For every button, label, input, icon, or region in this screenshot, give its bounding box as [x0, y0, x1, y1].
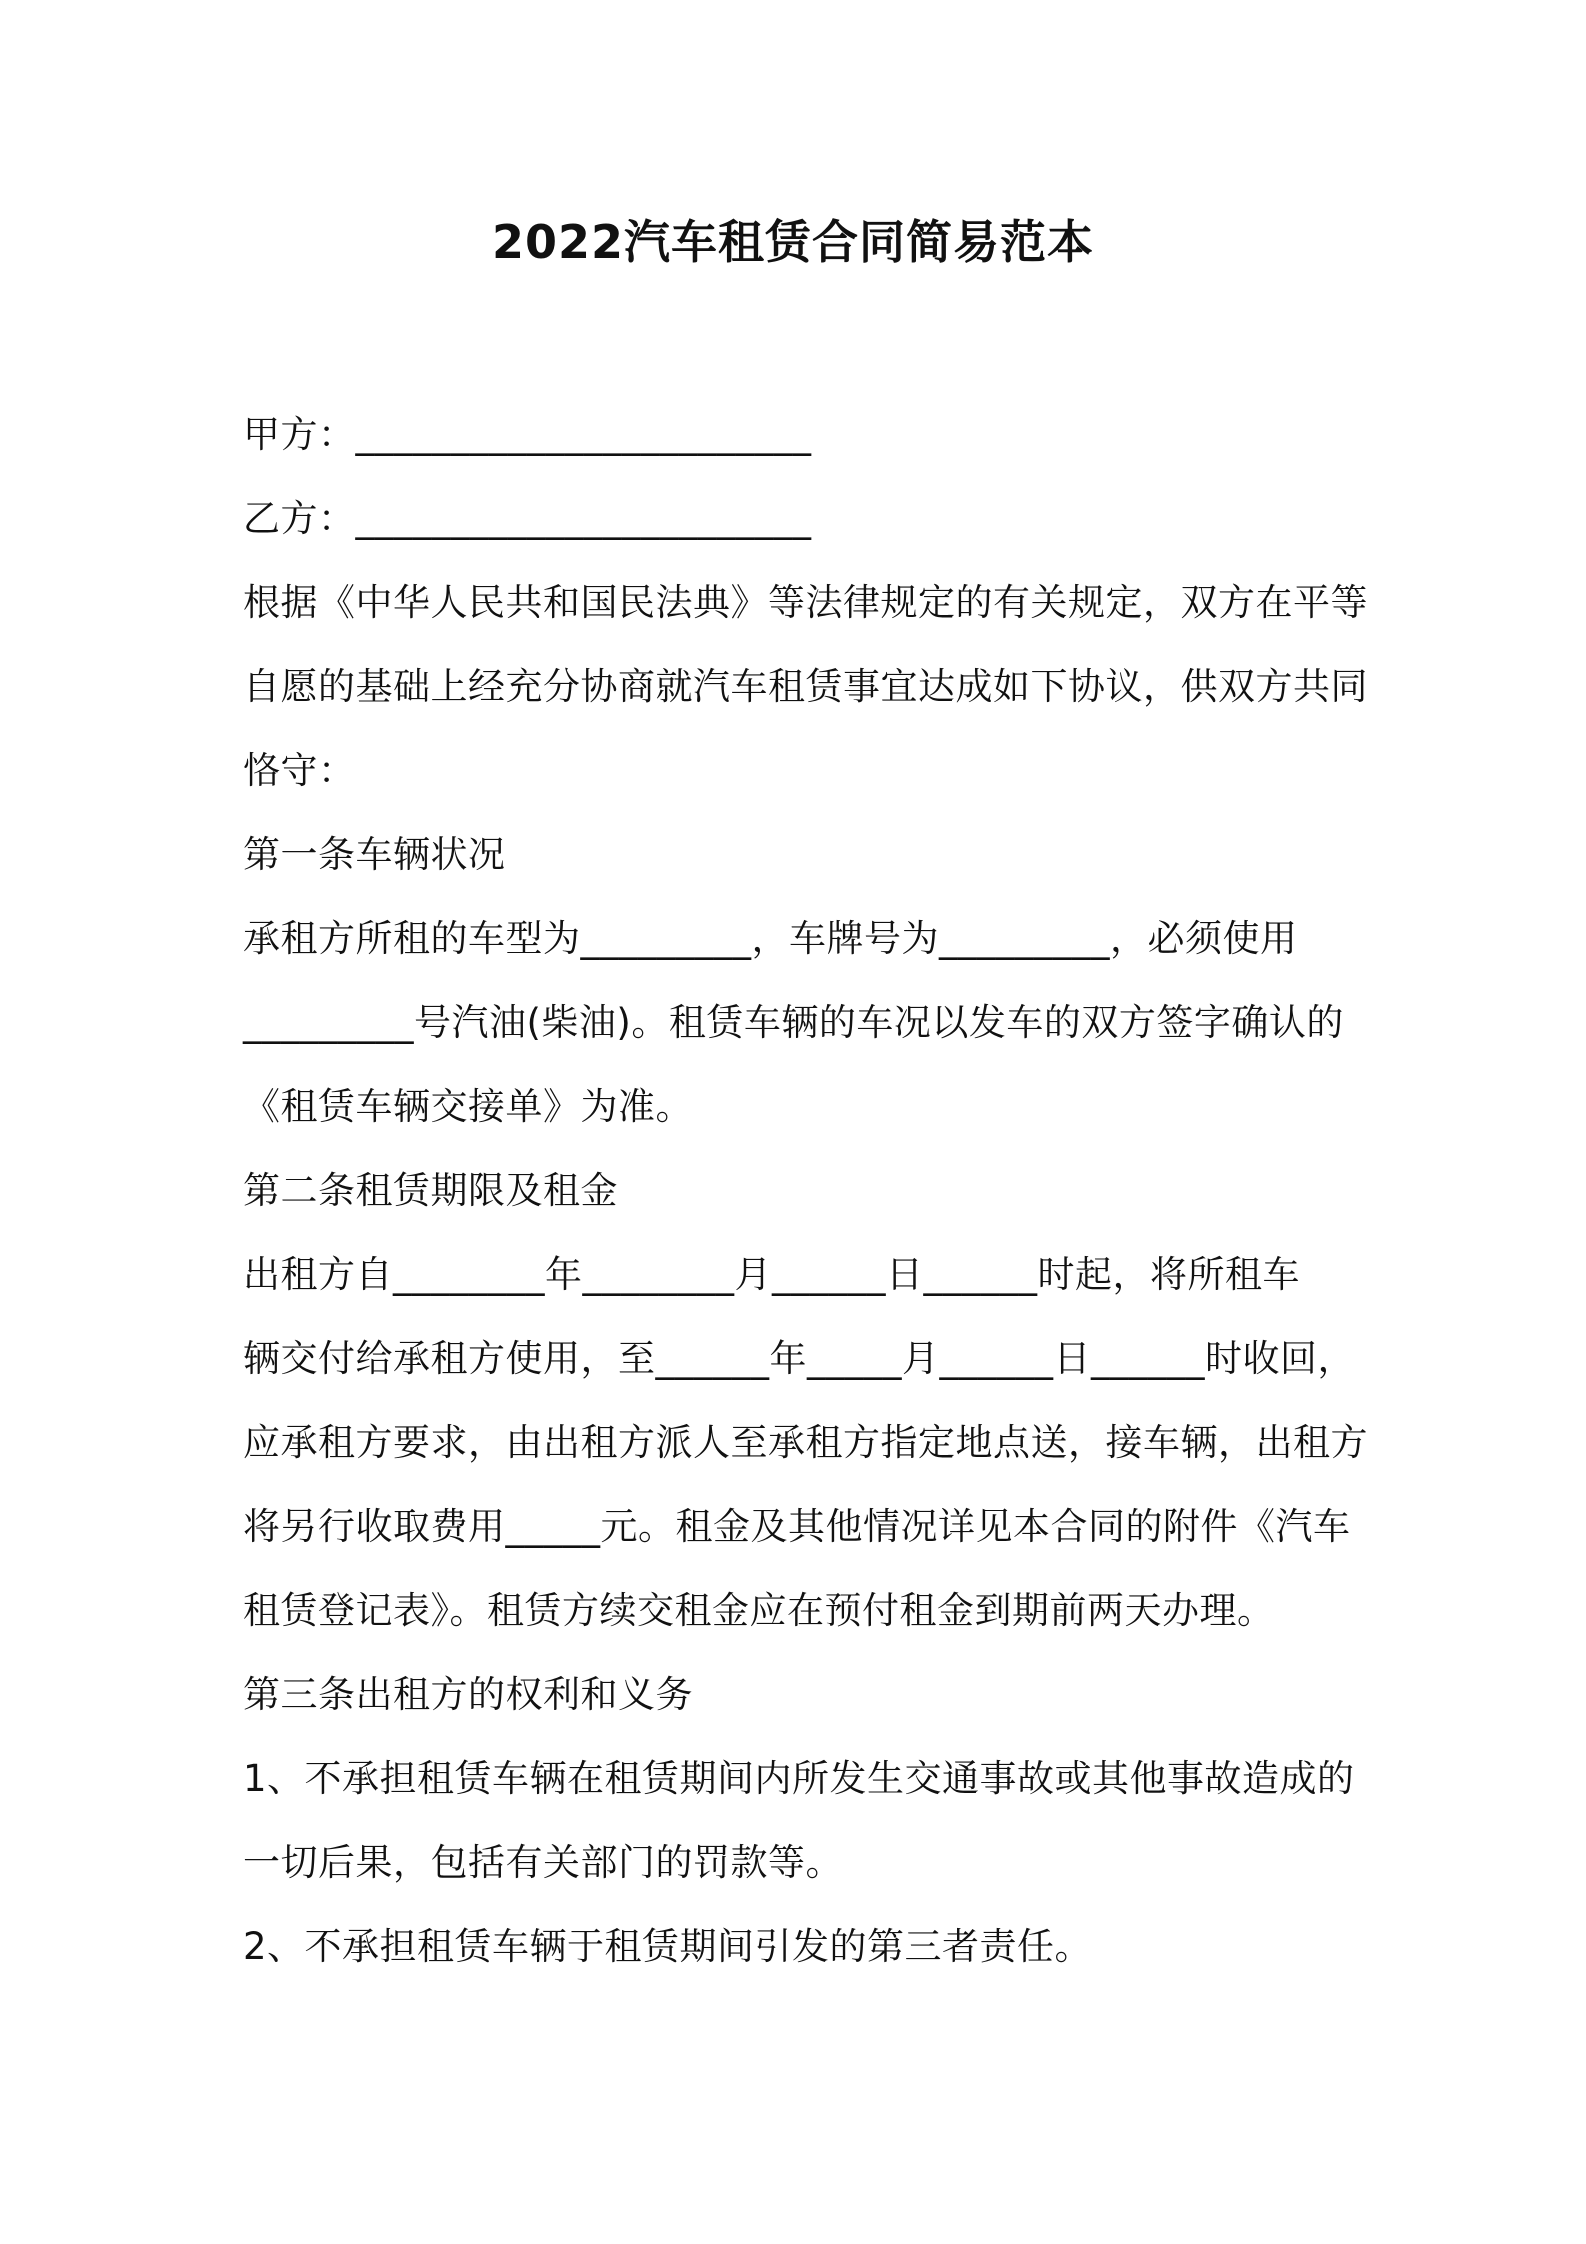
party-b-line: 乙方：________________________ [243, 497, 812, 540]
preamble-line-3: 恪守： [243, 749, 356, 792]
article-1-line-1: 承租方所租的车型为_________，车牌号为_________，必须使用 [243, 917, 1298, 960]
article-2-line-5: 租赁登记表》。租赁方续交租金应在预付租金到期前两天办理。 [243, 1589, 1275, 1632]
party-a-line: 甲方：________________________ [243, 413, 812, 456]
article-2-line-4: 将另行收取费用_____元。租金及其他情况详见本合同的附件《汽车 [243, 1505, 1351, 1548]
article-3-item-1-line-2: 一切后果，包括有关部门的罚款等。 [243, 1841, 843, 1884]
document-title: 2022汽车租赁合同简易范本 [491, 215, 1095, 269]
preamble-line-1: 根据《中华人民共和国民法典》等法律规定的有关规定，双方在平等 [243, 581, 1368, 624]
article-1-line-2: _________号汽油(柴油)。租赁车辆的车况以发车的双方签字确认的 [243, 1001, 1344, 1044]
article-1-heading: 第一条车辆状况 [243, 833, 506, 876]
article-2-line-1: 出租方自________年________月______日______时起，将所租车 [243, 1253, 1300, 1296]
article-2-line-2: 辆交付给承租方使用，至______年_____月______日______时收回， [243, 1337, 1355, 1380]
article-3-heading: 第三条出租方的权利和义务 [243, 1673, 693, 1716]
preamble-line-2: 自愿的基础上经充分协商就汽车租赁事宜达成如下协议，供双方共同 [243, 665, 1368, 708]
article-2-line-3: 应承租方要求，由出租方派人至承租方指定地点送，接车辆，出租方 [243, 1421, 1368, 1464]
article-3-item-1-line-1: 1、不承担租赁车辆在租赁期间内所发生交通事故或其他事故造成的 [243, 1757, 1355, 1800]
article-3-item-2: 2、不承担租赁车辆于租赁期间引发的第三者责任。 [243, 1925, 1093, 1968]
article-1-line-3: 《租赁车辆交接单》为准。 [243, 1085, 693, 1128]
article-2-heading: 第二条租赁期限及租金 [243, 1169, 618, 1212]
